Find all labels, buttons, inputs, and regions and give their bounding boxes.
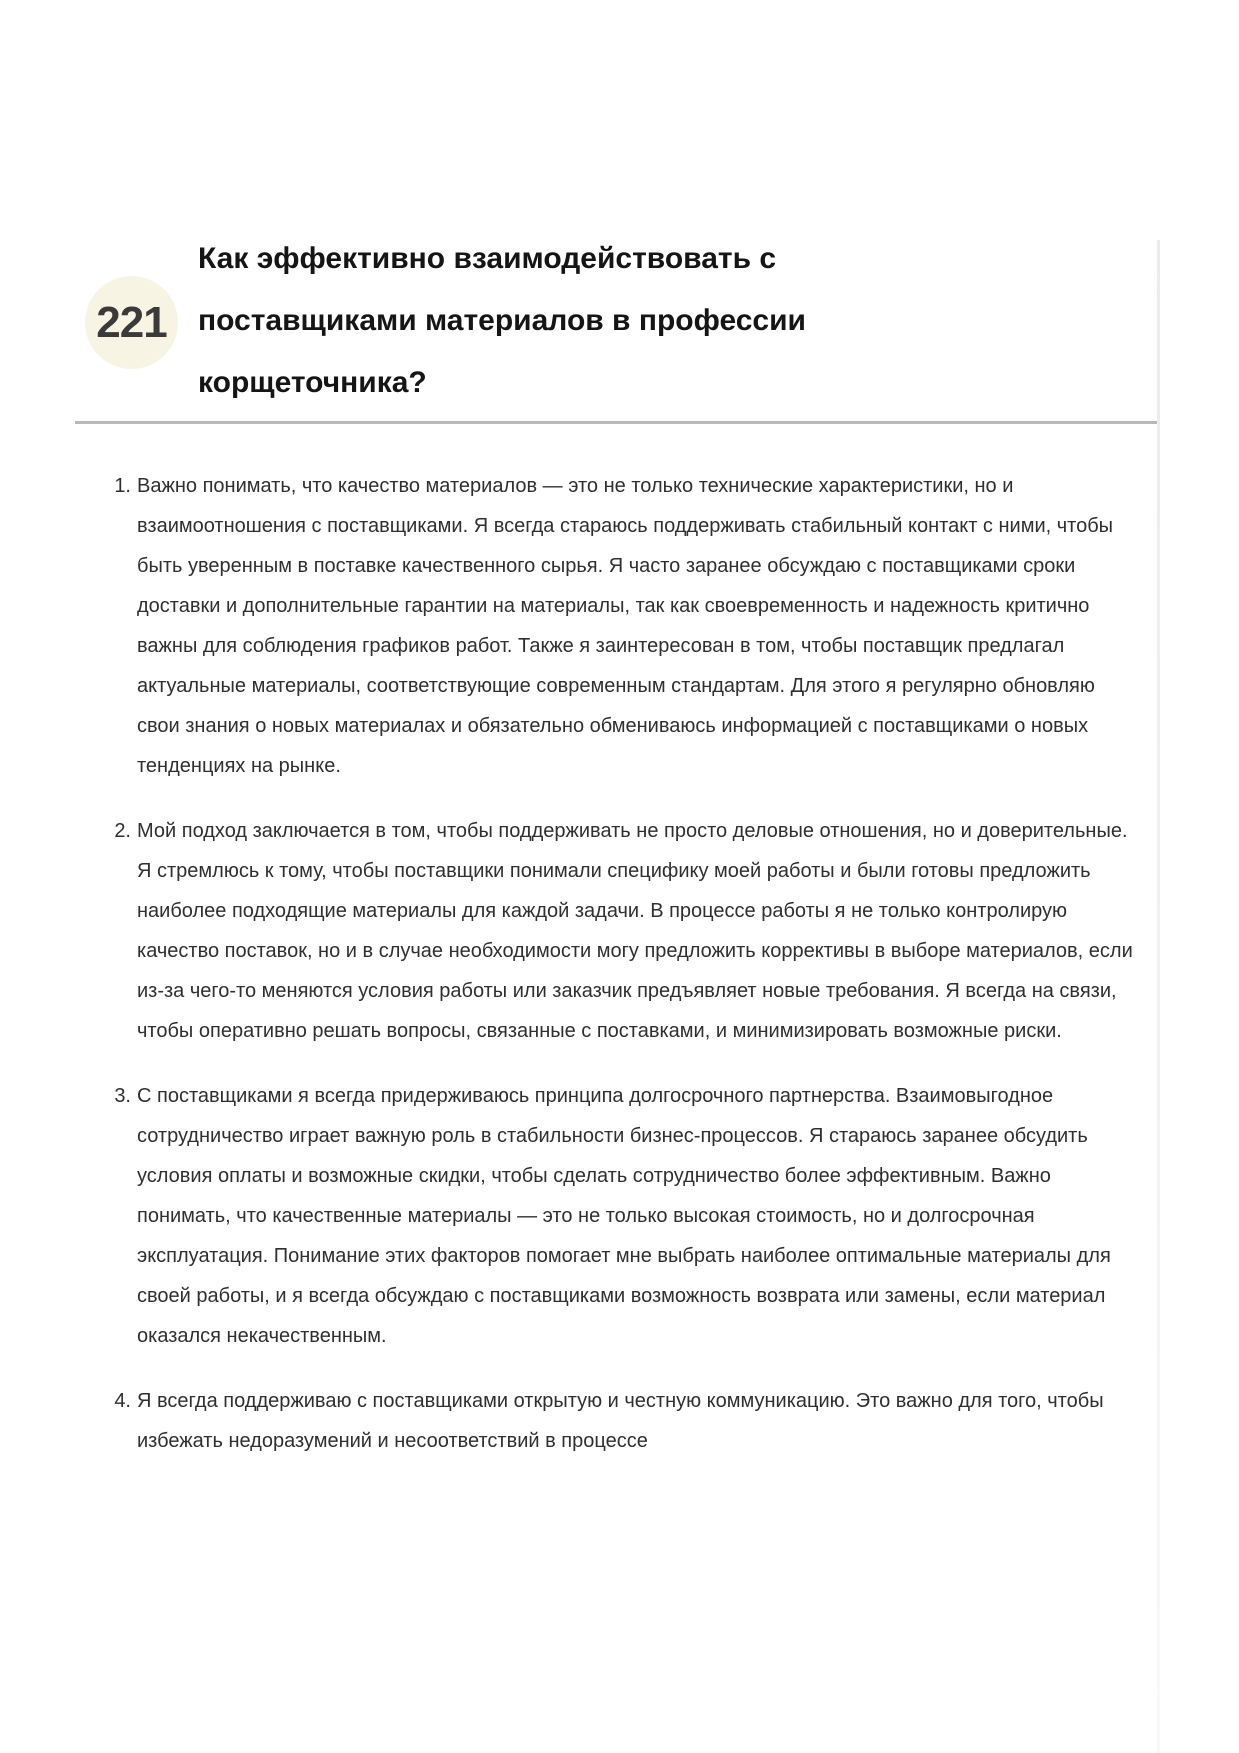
answer-item-text: С поставщиками я всегда придерживаюсь принципа долгосрочного партнерства. Взаимовыгодное сотрудничество играет важную роль в стабильности бизнес-процессов. Я стараюсь заранее обсудить условия оплаты и возможные скидки, чтобы сделать сотрудничество более эффективным. Важно понимать, что качественные материалы — это не только высокая стоимость, но и долгосрочная эксплуатация. Понимание этих факторов помогает мне выбрать наиболее оптимальные материалы для своей работы, и я всегда обсуждаю с поставщиками возможность возврата или замены, если материал оказался некачественным. <box>137 1085 1111 1347</box>
answer-item-number: 2. <box>114 820 131 842</box>
page-right-edge <box>1157 240 1160 1753</box>
answer-item-text: Важно понимать, что качество материалов — это не только технические характеристики, но и взаимоотношения с поставщиками. Я всегда стараюсь поддерживать стабильный контакт с ними, чтобы быть уверенным в поставке качественного сырья. Я часто заранее обсуждаю с поставщиками сроки доставки и дополнительные гарантии на материалы, так как своевременность и надежность критично важны для соблюдения графиков работ. Также я заинтересован в том, чтобы поставщик предлагал актуальные материалы, соответствующие современным стандартам. Для этого я регулярно обновляю свои знания о новых материалах и обязательно обмениваюсь информацией с поставщиками о новых тенденциях на рынке. <box>137 475 1114 777</box>
title-divider <box>75 421 1157 424</box>
answer-item <box>105 1381 1139 1461</box>
answer-item-text: Мой подход заключается в том, чтобы поддерживать не просто деловые отношения, но и доверительные. Я стремлюсь к тому, чтобы поставщики понимали специфику моей работы и были готовы предложить наиболее подходящие материалы для каждой задачи. В процессе работы я не только контролирую качество поставок, но и в случае необходимости могу предложить коррективы в выборе материалов, если из-за чего-то меняются условия работы или заказчик предъявляет новые требования. Я всегда на связи, чтобы оперативно решать вопросы, связанные с поставками, и минимизировать возможные риски. <box>137 820 1133 1042</box>
answer-item-number: 4. <box>114 1390 131 1412</box>
answer-list <box>105 466 1139 1486</box>
answer-item-text: Я всегда поддерживаю с поставщиками открытую и честную коммуникацию. Это важно для того, чтобы избежать недоразумений и несоответствий в процессе <box>137 1390 1104 1452</box>
question-title: Как эффективно взаимодействовать с поставщиками материалов в профессии корщеточника? <box>198 242 806 399</box>
question-number: 221 <box>96 297 167 347</box>
answer-item-number: 1. <box>114 475 131 497</box>
answer-item <box>105 1076 1139 1356</box>
answer-item-number: 3. <box>114 1085 131 1107</box>
answer-item <box>105 811 1139 1051</box>
question-number-badge <box>85 276 178 369</box>
answer-item <box>105 466 1139 786</box>
